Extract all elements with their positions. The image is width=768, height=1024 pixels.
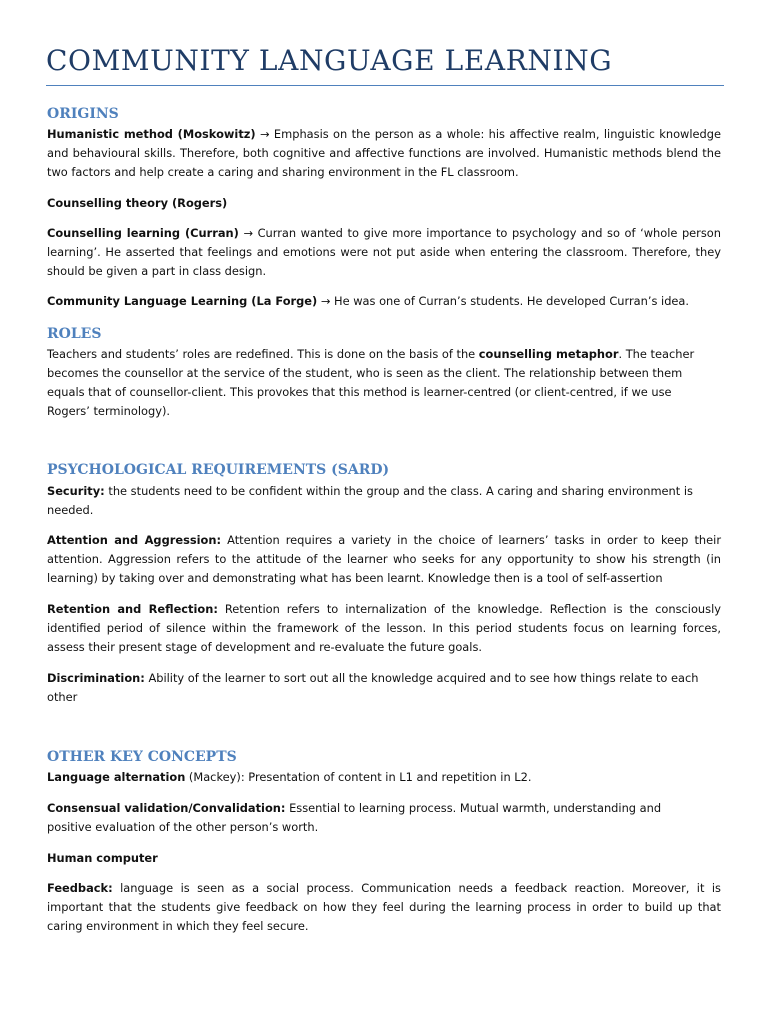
page-title: COMMUNITY LANGUAGE LEARNING [46, 44, 613, 77]
paragraph-counselling-theory [47, 194, 721, 213]
paragraph-counselling-learning [47, 224, 721, 281]
text-counselling-learning: → Curran wanted to give more importance to psychology and so of ‘whole person learning’. He asserted that feelings and emotions were not put aside when entering the classroom. Therefore, they should be given a part in class design. [47, 226, 721, 278]
paragraph-cll [47, 292, 721, 311]
text-language-alternation: (Mackey): Presentation of content in L1 and repetition in L2. [185, 770, 532, 784]
paragraph-attention [47, 531, 721, 588]
paragraph-discrimination [47, 669, 707, 707]
text-humanistic: → Emphasis on the person as a whole: his affective realm, linguistic knowledge and behavioural skills. Therefore, both cognitive and affective functions are involved. Humanistic methods blend the two factors and help create a caring and sharing environment in the FL classroom. [47, 127, 721, 179]
heading-origins: ORIGINS [47, 106, 119, 122]
term-discrimination: Discrimination: [47, 671, 145, 685]
paragraph-consensual-validation [47, 799, 707, 837]
paragraph-security [47, 482, 717, 520]
term-security: Security: [47, 484, 105, 498]
term-cll: Community Language Learning (La Forge) [47, 294, 318, 308]
term-counselling-learning: Counselling learning (Curran) [47, 226, 239, 240]
text-retention: Retention refers to internalization of the knowledge. Reflection is the consciously identified period of silence within the framework of the lesson. In this period students focus on learning forces, assess their present stage of development and re-evaluate the future goals. [47, 602, 721, 654]
text-security: the students need to be confident within the group and the class. A caring and sharing environment is needed. [47, 484, 693, 517]
term-attention: Attention and Aggression: [47, 533, 222, 547]
text-attention: Attention requires a variety in the choice of learners’ tasks in order to keep their attention. Aggression refers to the attitude of the learner who seeks for any opportunity to show his strength (in learning) by taking over and demonstrating what has been learnt. Knowledge then is a tool of self-assertion [47, 533, 721, 585]
paragraph-humanistic [47, 125, 721, 182]
text-consensual-validation: Essential to learning process. Mutual warmth, understanding and positive evaluation of the other person’s worth. [47, 801, 662, 834]
heading-other-key-concepts: OTHER KEY CONCEPTS [47, 749, 237, 765]
term-retention: Retention and Reflection: [47, 602, 218, 616]
heading-roles: ROLES [47, 326, 102, 342]
text-cll: → He was one of Curran’s students. He developed Curran’s idea. [317, 294, 690, 308]
term-consensual-validation: Consensual validation/Convalidation: [47, 801, 286, 815]
term-human-computer: Human computer [47, 851, 158, 865]
heading-psychological-requirements: PSYCHOLOGICAL REQUIREMENTS (SARD) [47, 462, 390, 478]
term-humanistic: Humanistic method (Moskowitz) [47, 127, 256, 141]
paragraph-roles [47, 345, 717, 421]
term-feedback: Feedback: [47, 881, 113, 895]
term-counselling-metaphor: counselling metaphor [478, 347, 619, 361]
text-roles-a: Teachers and students’ roles are redefined. This is done on the basis of the [47, 347, 479, 361]
paragraph-retention [47, 600, 721, 657]
text-feedback: language is seen as a social process. Communication needs a feedback reaction. Moreover, it is important that the students give feedback on how they feel during the learning process in order to build up that caring environment in which they feel secure. [47, 881, 721, 933]
title-divider [46, 85, 724, 86]
paragraph-human-computer [47, 849, 721, 868]
paragraph-language-alternation [47, 768, 721, 787]
term-language-alternation: Language alternation [47, 770, 186, 784]
text-roles-b: . The teacher becomes the counsellor at the service of the student, who is seen as the client. The relationship between them equals that of counsellor-client. This provokes that this method is learner-centred (or client-centred, if we use Rogers’ terminology). [47, 347, 695, 418]
text-discrimination: Ability of the learner to sort out all the knowledge acquired and to see how things relate to each other [47, 671, 699, 704]
term-counselling-theory: Counselling theory (Rogers) [47, 196, 228, 210]
paragraph-feedback [47, 879, 721, 936]
